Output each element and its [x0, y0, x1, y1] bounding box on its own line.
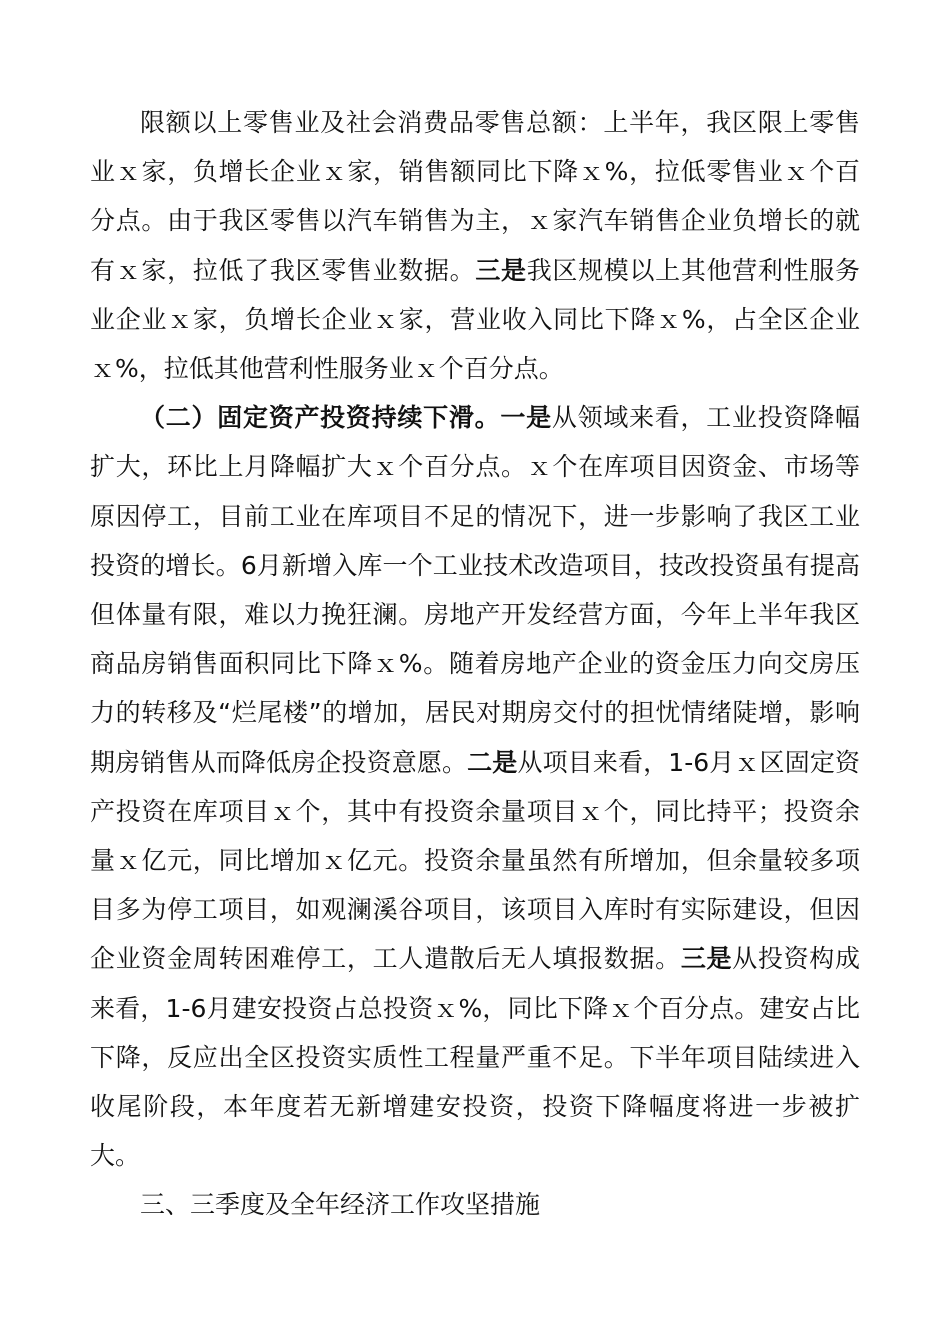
section-heading-bold: （二）固定资产投资持续下滑。一是: [140, 403, 552, 433]
text-segment: 三、三季度及全年经济工作攻坚措施: [140, 1190, 541, 1220]
paragraph-retail: [90, 98, 860, 393]
bold-lead: 二是: [467, 747, 518, 777]
text-segment: 从领域来看，工业投资降幅扩大，环比上月降幅扩大ｘ个百分点。ｘ个在库项目因资金、市场等原因停工，目前工业在库项目不足的情况下，进一步影响了我区工业投资的增长。6月新增入库一个工业技术改造项目，技改投资虽有提高但体量有限，难以力挽狂澜。房地产开发经营方面，今年上半年我区商品房销售面积同比下降ｘ%。随着房地产企业的资金压力向交房压力的转移及“烂尾楼”的增加，居民对期房交付的担忧情绪陡增，影响期房销售从而降低房企投资意愿。: [90, 403, 860, 777]
text-segment: 从投资构成来看，1-6月建安投资占总投资ｘ%，同比下降ｘ个百分点。建安占比下降，反应出全区投资实质性工程量严重不足。下半年项目陆续进入收尾阶段，本年度若无新增建安投资，投资下降幅度将进一步被扩大。: [90, 944, 860, 1171]
text-segment: 我区规模以上其他营利性服务业企业ｘ家，负增长企业ｘ家，营业收入同比下降ｘ%，占全区企业ｘ%，拉低其他营利性服务业ｘ个百分点。: [90, 255, 860, 384]
document-page: [90, 98, 860, 1230]
bold-lead: 三是: [680, 944, 733, 974]
text-segment: 限额以上零售业及社会消费品零售总额：上半年，我区限上零售业ｘ家，负增长企业ｘ家，销售额同比下降ｘ%，拉低零售业ｘ个百分点。由于我区零售以汽车销售为主，ｘ家汽车销售企业负增长的就有ｘ家，拉低了我区零售业数据。: [90, 108, 860, 285]
section-heading: [90, 1180, 860, 1229]
text-segment: 从项目来看，1-6月ｘ区固定资产投资在库项目ｘ个，其中有投资余量项目ｘ个，同比持平；投资余量ｘ亿元，同比增加ｘ亿元。投资余量虽然有所增加，但余量较多项目多为停工项目，如观澜溪谷项目，该项目入库时有实际建设，但因企业资金周转困难停工，工人遣散后无人填报数据。: [90, 747, 860, 974]
bold-lead: 三是: [475, 255, 527, 285]
paragraph-fixed-asset-investment: [90, 393, 860, 1180]
